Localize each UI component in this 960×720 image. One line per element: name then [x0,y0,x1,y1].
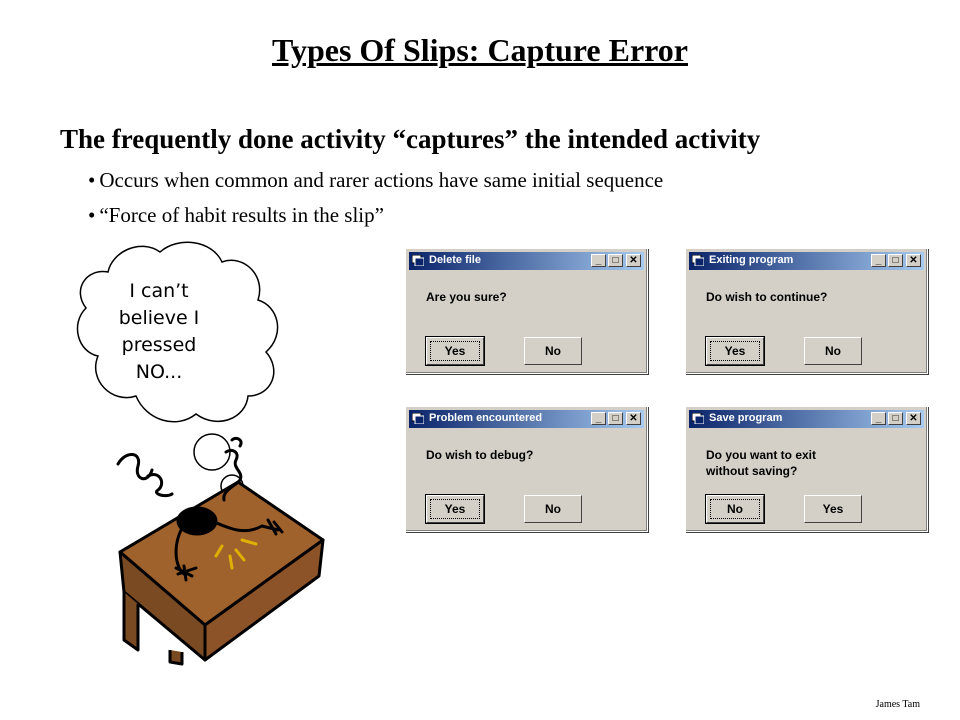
minimize-button[interactable]: _ [591,254,606,267]
yes-button[interactable] [426,495,484,523]
slide-title: Types Of Slips: Capture Error [271,32,688,68]
close-button[interactable]: ✕ [626,254,641,267]
dialog-message: Do you want to exit without saving? [706,448,817,478]
bullet-dot: • [88,203,96,227]
button-label: No [545,344,561,358]
dialog-message: Do wish to continue? [706,290,828,304]
button-label: No [727,502,743,516]
yes-button[interactable] [706,337,764,365]
dialog-titlebar [409,252,644,270]
footer-author: James Tam [875,699,920,710]
window-app-icon [692,413,704,424]
close-button[interactable]: ✕ [626,412,641,425]
dialog-message: Do wish to debug? [426,448,534,462]
bullet-text: Occurs when common and rarer actions have same initial sequence [99,168,664,192]
close-button[interactable]: ✕ [906,412,921,425]
minimize-button[interactable]: _ [871,254,886,267]
button-label: Yes [444,344,466,358]
maximize-button[interactable]: □ [608,254,623,267]
window-app-icon [412,413,424,424]
desk-icon [120,482,323,664]
yes-button[interactable] [426,337,484,365]
bullet-dot: • [88,168,96,192]
dialog-problem-encountered [405,406,648,532]
no-button[interactable] [804,337,862,365]
button-label: No [825,344,841,358]
bullet-text: “Force of habit results in the slip” [99,203,384,227]
thought-bubble-text: I can’t believe I pressed NO... [118,280,200,383]
button-label: Yes [724,344,746,358]
no-button[interactable] [524,337,582,365]
dialog-title: Exiting program [709,254,794,266]
close-button[interactable]: ✕ [906,254,921,267]
dialog-titlebar [689,252,924,270]
dialog-titlebar [409,410,644,428]
window-app-icon [412,255,424,266]
maximize-button[interactable]: □ [888,254,903,267]
button-label: Yes [444,502,466,516]
dialog-delete-file [405,248,648,374]
dialog-message: Are you sure? [426,290,507,304]
dialog-save-program [685,406,928,532]
minimize-button[interactable]: _ [591,412,606,425]
dialog-title: Delete file [429,254,481,266]
button-label: No [545,502,561,516]
maximize-button[interactable]: □ [608,412,623,425]
no-button[interactable] [706,495,764,523]
no-button[interactable] [524,495,582,523]
dialog-titlebar [689,410,924,428]
slide-heading: The frequently done activity “captures” the intended activity [60,124,761,154]
minimize-button[interactable]: _ [871,412,886,425]
dialog-title: Save program [709,412,783,424]
window-app-icon [692,255,704,266]
dialog-title: Problem encountered [429,412,543,424]
dialog-exiting-program [685,248,928,374]
button-label: Yes [822,502,844,516]
yes-button[interactable] [804,495,862,523]
maximize-button[interactable]: □ [888,412,903,425]
